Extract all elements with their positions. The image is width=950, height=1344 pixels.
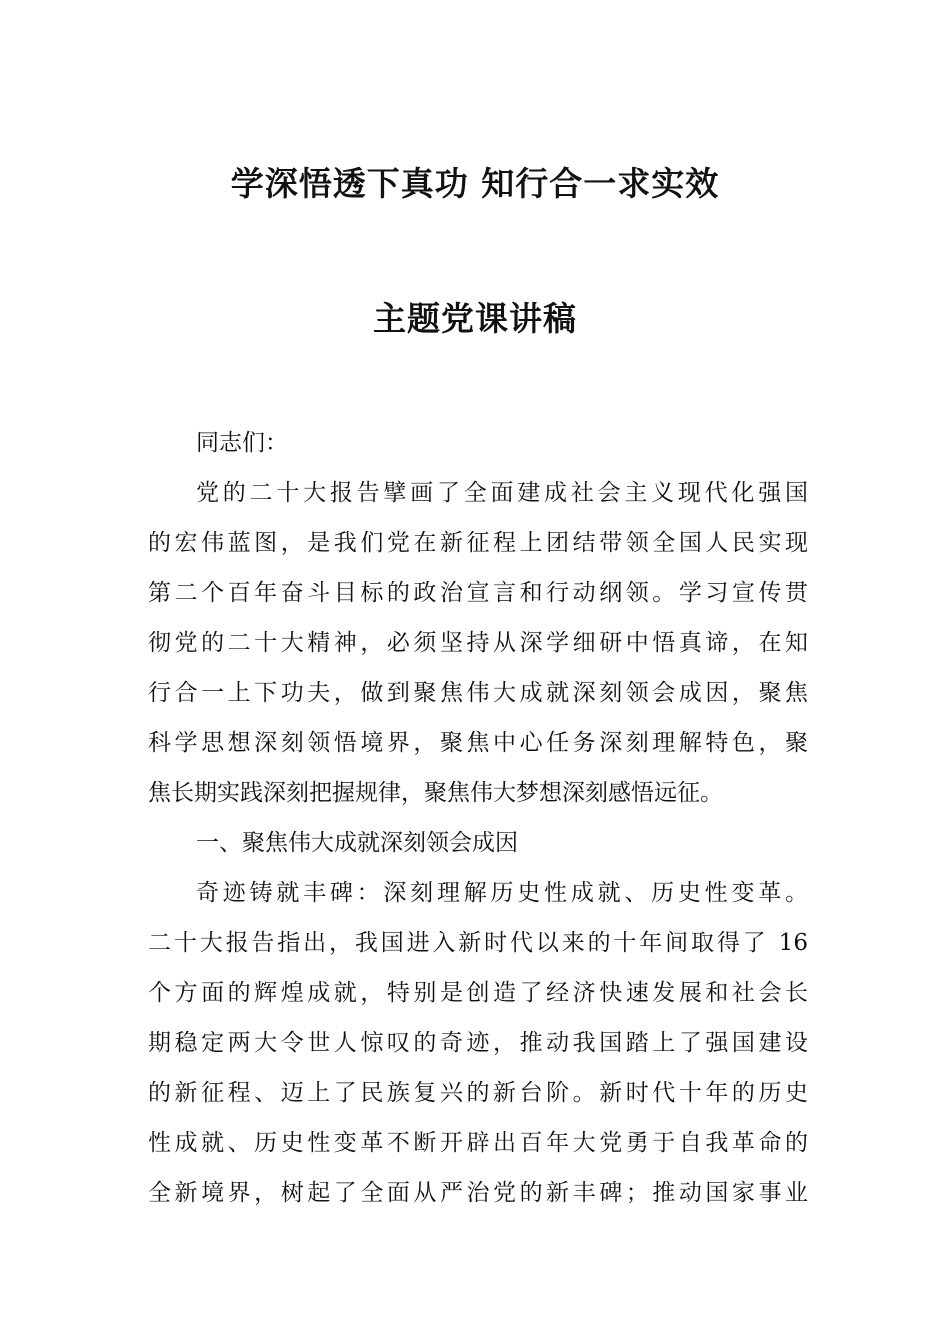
paragraph-line: 彻党的二十大精神，必须坚持从深学细研中悟真谛，在知 <box>148 630 808 656</box>
paragraph-line: 科学思想深刻领悟境界，聚焦中心任务深刻理解特色，聚 <box>148 730 808 756</box>
paragraph-line: 的宏伟蓝图，是我们党在新征程上团结带领全国人民实现 <box>148 530 808 556</box>
document-title: 学深悟透下真功 知行合一求实效 <box>230 164 720 203</box>
paragraph-line: 党的二十大报告擘画了全面建成社会主义现代化强国 <box>196 480 808 506</box>
paragraph-line: 期稳定两大令世人惊叹的奇迹，推动我国踏上了强国建设 <box>148 1030 808 1056</box>
paragraph-line: 奇迹铸就丰碑：深刻理解历史性成就、历史性变革。 <box>196 880 808 906</box>
paragraph-line: 二十大报告指出，我国进入新时代以来的十年间取得了 16 <box>148 930 808 956</box>
paragraph-line: 全新境界，树起了全面从严治党的新丰碑；推动国家事业 <box>148 1180 808 1206</box>
greeting: 同志们： <box>196 430 288 456</box>
paragraph-line: 行合一上下功夫，做到聚焦伟大成就深刻领会成因，聚焦 <box>148 680 808 706</box>
paragraph-line: 第二个百年奋斗目标的政治宣言和行动纲领。学习宣传贯 <box>148 580 808 606</box>
document-subtitle: 主题党课讲稿 <box>373 299 577 338</box>
paragraph-line: 焦长期实践深刻把握规律，聚焦伟大梦想深刻感悟远征。 <box>148 780 723 806</box>
paragraph-line: 性成就、历史性变革不断开辟出百年大党勇于自我革命的 <box>148 1130 808 1156</box>
section-heading: 一、聚焦伟大成就深刻领会成因 <box>196 830 518 856</box>
paragraph-line: 的新征程、迈上了民族复兴的新台阶。新时代十年的历史 <box>148 1080 808 1106</box>
paragraph-line: 个方面的辉煌成就，特别是创造了经济快速发展和社会长 <box>148 980 808 1006</box>
